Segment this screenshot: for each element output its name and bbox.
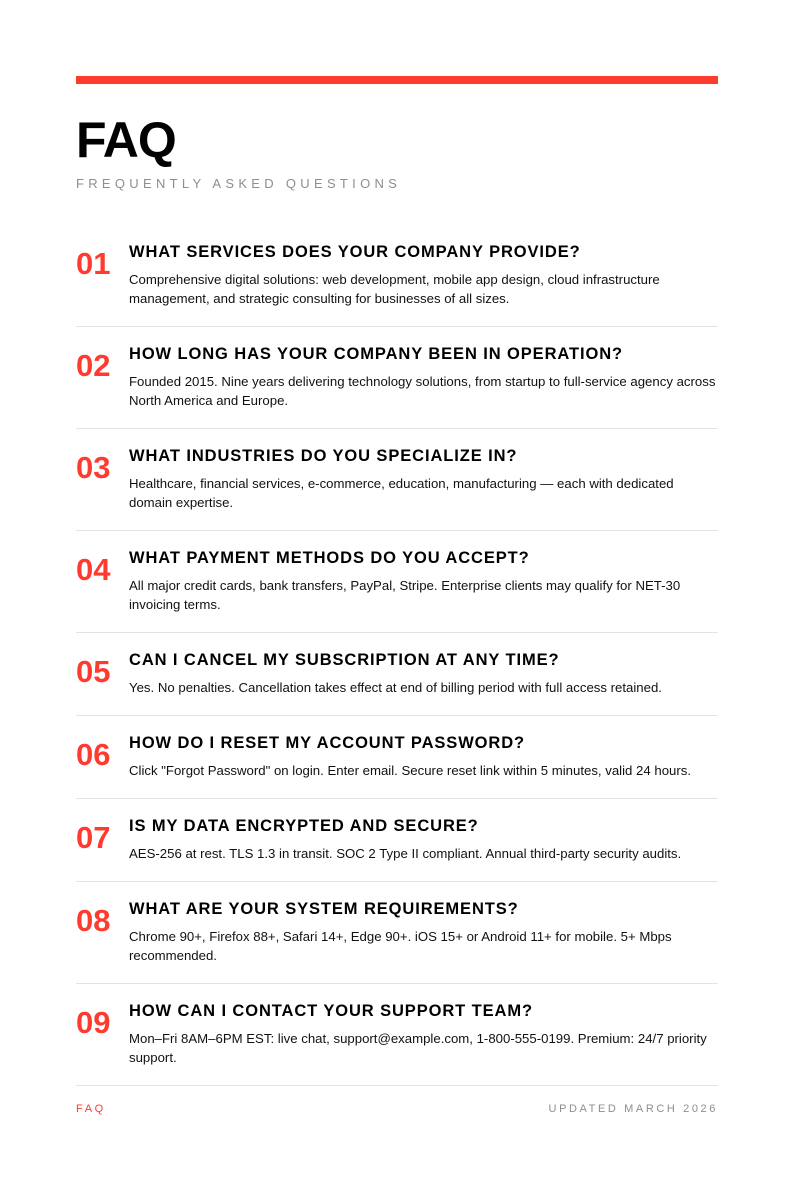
page-title: FAQ	[76, 112, 176, 168]
faq-item	[76, 327, 718, 429]
faq-question: WHAT PAYMENT METHODS DO YOU ACCEPT?	[129, 549, 530, 567]
faq-answer: All major credit cards, bank transfers, PayPal, Stripe. Enterprise clients may qualify for NET-30 invoicing terms.	[129, 578, 681, 612]
faq-number: 08	[76, 903, 111, 938]
faq-list	[76, 242, 718, 1086]
faq-item	[76, 799, 718, 882]
faq-number: 04	[76, 552, 111, 587]
faq-question: CAN I CANCEL MY SUBSCRIPTION AT ANY TIME?	[129, 651, 560, 669]
faq-question: HOW CAN I CONTACT YOUR SUPPORT TEAM?	[129, 1002, 533, 1020]
accent-bar	[76, 76, 718, 84]
faq-answer: Yes. No penalties. Cancellation takes effect at end of billing period with full access retained.	[129, 680, 662, 695]
faq-question: HOW DO I RESET MY ACCOUNT PASSWORD?	[129, 734, 526, 752]
faq-item	[76, 716, 718, 799]
faq-item	[76, 242, 718, 327]
faq-number: 02	[76, 348, 111, 383]
faq-number: 03	[76, 450, 111, 485]
faq-number: 05	[76, 654, 111, 689]
faq-item	[76, 633, 718, 716]
faq-question: WHAT INDUSTRIES DO YOU SPECIALIZE IN?	[129, 447, 518, 465]
faq-answer: Founded 2015. Nine years delivering technology solutions, from startup to full-service agency across North America and Europe.	[129, 374, 716, 408]
faq-item	[76, 531, 718, 633]
faq-number: 01	[76, 246, 111, 281]
faq-question: WHAT ARE YOUR SYSTEM REQUIREMENTS?	[129, 900, 519, 918]
faq-answer: Chrome 90+, Firefox 88+, Safari 14+, Edge 90+. iOS 15+ or Android 11+ for mobile. 5+ Mbps recommended.	[129, 929, 672, 963]
faq-question: IS MY DATA ENCRYPTED AND SECURE?	[129, 817, 479, 835]
faq-answer: AES-256 at rest. TLS 1.3 in transit. SOC 2 Type II compliant. Annual third-party security audits.	[129, 846, 682, 861]
footer-label: FAQ	[76, 1103, 106, 1115]
footer-updated: UPDATED MARCH 2026	[548, 1103, 718, 1115]
page-subtitle: FREQUENTLY ASKED QUESTIONS	[76, 176, 402, 191]
faq-question: HOW LONG HAS YOUR COMPANY BEEN IN OPERATION?	[129, 345, 623, 363]
faq-answer: Healthcare, financial services, e-commerce, education, manufacturing — each with dedicated domain expertise.	[129, 476, 674, 510]
faq-item	[76, 429, 718, 531]
faq-answer: Mon–Fri 8AM–6PM EST: live chat, support@example.com, 1-800-555-0199. Premium: 24/7 priority support.	[129, 1031, 707, 1065]
faq-item	[76, 882, 718, 984]
faq-number: 07	[76, 820, 111, 855]
faq-question: WHAT SERVICES DOES YOUR COMPANY PROVIDE?	[129, 243, 581, 261]
faq-number: 09	[76, 1005, 111, 1040]
faq-page	[76, 76, 718, 1086]
faq-answer: Comprehensive digital solutions: web development, mobile app design, cloud infrastructure management, and strategic consulting for businesses of all sizes.	[129, 272, 660, 306]
faq-number: 06	[76, 737, 111, 772]
page-footer	[76, 1102, 718, 1116]
faq-item	[76, 984, 718, 1086]
faq-answer: Click "Forgot Password" on login. Enter email. Secure reset link within 5 minutes, valid 24 hours.	[129, 763, 692, 778]
